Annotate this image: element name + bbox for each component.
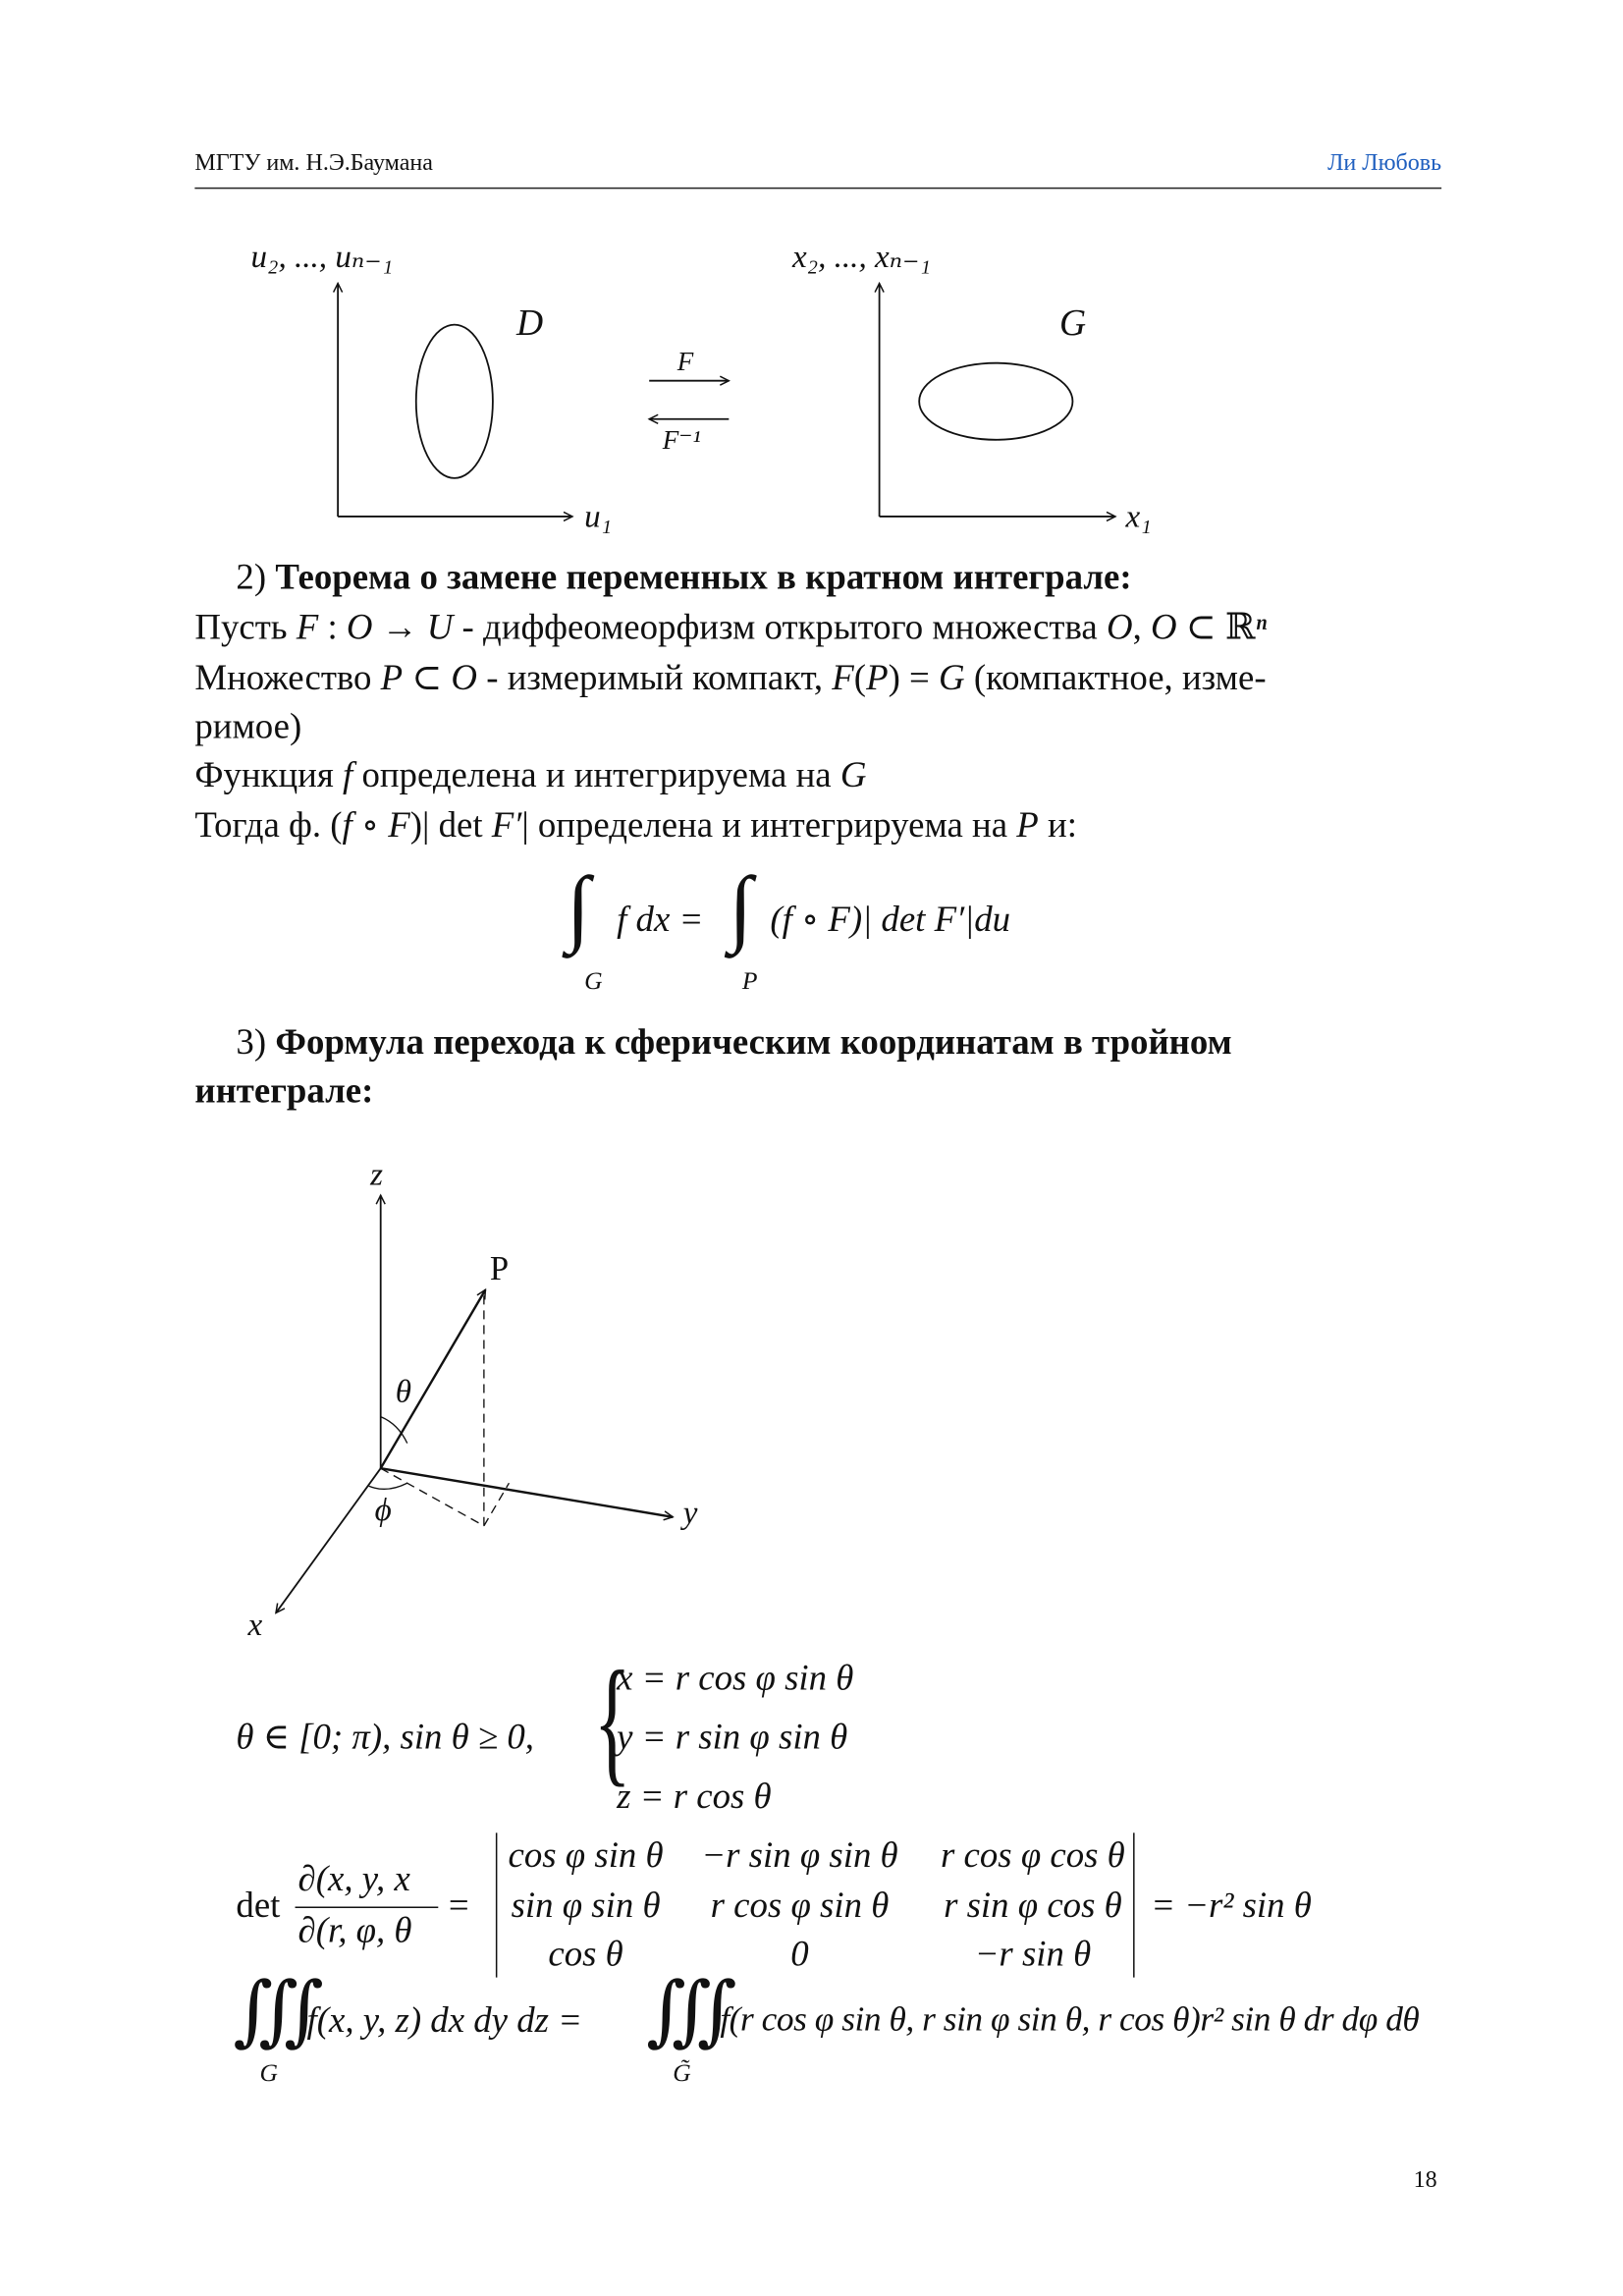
text-segment: - диффеомеорфизм открытого множества <box>453 608 1107 648</box>
section-3-title: Формула перехода к сферическим координатам в тройном <box>275 1022 1232 1063</box>
text-segment: | определена и интегрируема на <box>521 805 1017 847</box>
math-segment: f <box>342 805 352 847</box>
jacobian-denominator: ∂(r, φ, θ <box>298 1910 412 1951</box>
matrix-right-bar <box>1133 1832 1135 1977</box>
text-segment: ) = <box>888 658 940 698</box>
change-of-variables-diagram <box>338 284 1115 517</box>
text-segment: определена и интегрируема на <box>352 755 840 795</box>
text-segment: ⊂ <box>403 658 452 698</box>
x-vertical-axis-label: x₂, ..., xₙ₋₁ <box>791 237 931 275</box>
matrix-cell: −r sin θ <box>974 1935 1092 1975</box>
matrix-cell: r sin φ cos θ <box>944 1886 1122 1927</box>
system-eq-x: x = r cos φ sin θ <box>617 1659 854 1699</box>
triple-integral-rhs: ∭ <box>646 1970 737 2054</box>
math-segment: U <box>426 608 454 648</box>
theorem-line <box>194 755 867 795</box>
theta-label: θ <box>395 1372 411 1410</box>
header-institution: МГТУ им. Н.Э.Баумана <box>194 150 433 176</box>
det-label: det <box>236 1886 281 1927</box>
text-segment: ∘ <box>352 805 389 847</box>
math-segment: F <box>832 658 854 698</box>
matrix-cell: sin φ sin θ <box>511 1886 661 1927</box>
system-brace: { <box>593 1641 631 1799</box>
section-2-heading <box>236 558 1132 598</box>
text-segment: Пусть <box>194 608 297 648</box>
math-segment: ⁿ <box>1255 608 1268 648</box>
math-segment: f <box>343 755 353 795</box>
section-3-number: 3) <box>236 1022 267 1063</box>
integral-sign-rhs: ∫ <box>729 858 753 956</box>
math-segment: O <box>451 658 478 698</box>
math-segment: O <box>346 608 373 648</box>
phi-arc <box>369 1483 407 1489</box>
section-2-number: 2) <box>236 558 267 598</box>
jacobian-result: = −r² sin θ <box>1151 1886 1312 1927</box>
integral-rhs-domain: P <box>741 966 758 995</box>
matrix-cell: cos θ <box>548 1935 623 1975</box>
triple-integral-lhs: ∭ <box>233 1970 324 2054</box>
triple-lhs-domain: G <box>259 2058 278 2087</box>
theorem-line <box>194 608 1268 648</box>
x-axis <box>276 1468 381 1613</box>
forward-map-label: F <box>676 347 694 377</box>
u1-axis-label: u₁ <box>584 497 613 534</box>
region-g <box>919 363 1072 440</box>
section-3-title-cont: интеграле: <box>194 1070 374 1112</box>
u-vertical-axis-label: u₂, ..., uₙ₋₁ <box>250 237 394 275</box>
equals-sign: = <box>448 1886 469 1927</box>
inverse-map-label: F⁻¹ <box>662 424 701 455</box>
integral-lhs: f dx = <box>617 900 704 941</box>
text-segment: Множество <box>194 658 381 698</box>
text-segment: - измеримый компакт, <box>477 658 833 698</box>
triple-lhs: f(x, y, z) dx dy dz = <box>306 2000 583 2042</box>
jacobian-numerator: ∂(x, y, x <box>298 1859 410 1899</box>
theorem-line <box>194 706 302 747</box>
section-2-title: Теорема о замене переменных в кратном интеграле: <box>275 558 1132 598</box>
header-author[interactable]: Ли Любовь <box>1327 150 1442 176</box>
system-eq-z: z = r cos θ <box>617 1777 772 1817</box>
theorem-line <box>194 658 1267 698</box>
text-segment: , <box>1132 608 1151 648</box>
math-segment: G <box>939 658 965 698</box>
math-segment: O <box>1106 608 1133 648</box>
point-p-label: P <box>489 1249 510 1287</box>
spherical-coordinates-diagram <box>276 1195 673 1613</box>
matrix-cell: r cos φ cos θ <box>941 1835 1125 1876</box>
matrix-cell: cos φ sin θ <box>508 1835 664 1876</box>
triple-rhs: f(r cos φ sin θ, r sin φ sin θ, r cos θ)r² sin θ dr dφ dθ <box>720 2000 1420 2040</box>
math-segment: P <box>1016 805 1039 847</box>
math-segment: G <box>839 755 867 795</box>
integral-sign-lhs: ∫ <box>567 858 590 956</box>
theorem-line <box>194 805 1077 847</box>
text-segment: римое) <box>194 706 302 747</box>
matrix-cell: r cos φ sin θ <box>710 1886 890 1927</box>
text-segment: ( <box>853 658 867 698</box>
integral-lhs-domain: G <box>584 966 603 995</box>
phi-label: ϕ <box>374 1490 392 1528</box>
math-segment: F <box>388 805 410 847</box>
text-segment: : <box>318 608 347 648</box>
math-segment: F <box>296 608 319 648</box>
page-number: 18 <box>1413 2167 1437 2194</box>
matrix-cell: 0 <box>790 1935 809 1975</box>
math-segment: O <box>1150 608 1177 648</box>
text-segment: и: <box>1038 805 1077 847</box>
region-d <box>416 325 493 478</box>
section-3-heading <box>236 1022 1232 1063</box>
math-segment: P <box>866 658 889 698</box>
math-segment: F′ <box>491 805 522 847</box>
text-segment: )| det <box>409 805 492 847</box>
matrix-cell: −r sin φ sin θ <box>701 1835 898 1876</box>
y-axis-label: y <box>682 1493 698 1531</box>
integral-rhs: (f ∘ F)| det F′|du <box>770 900 1011 941</box>
system-eq-y: y = r sin φ sin θ <box>617 1718 848 1758</box>
text-segment: Тогда ф. ( <box>194 805 343 847</box>
text-segment: (компактное, изме- <box>964 658 1267 698</box>
region-d-label: D <box>515 303 544 345</box>
text-segment: → <box>372 608 427 648</box>
theta-condition: θ ∈ [0; π), sin θ ≥ 0, <box>236 1718 534 1758</box>
matrix-left-bar <box>496 1832 498 1977</box>
text-segment: Функция <box>194 755 344 795</box>
math-segment: P <box>380 658 404 698</box>
fraction-bar <box>296 1906 439 1908</box>
x-axis-label: x <box>247 1605 263 1643</box>
triple-rhs-domain: G̃ <box>673 2058 691 2087</box>
x1-axis-label: x₁ <box>1125 497 1152 534</box>
text-segment: ⊂ ℝ <box>1176 608 1256 648</box>
z-axis-label: z <box>370 1155 384 1193</box>
region-g-label: G <box>1058 303 1087 345</box>
